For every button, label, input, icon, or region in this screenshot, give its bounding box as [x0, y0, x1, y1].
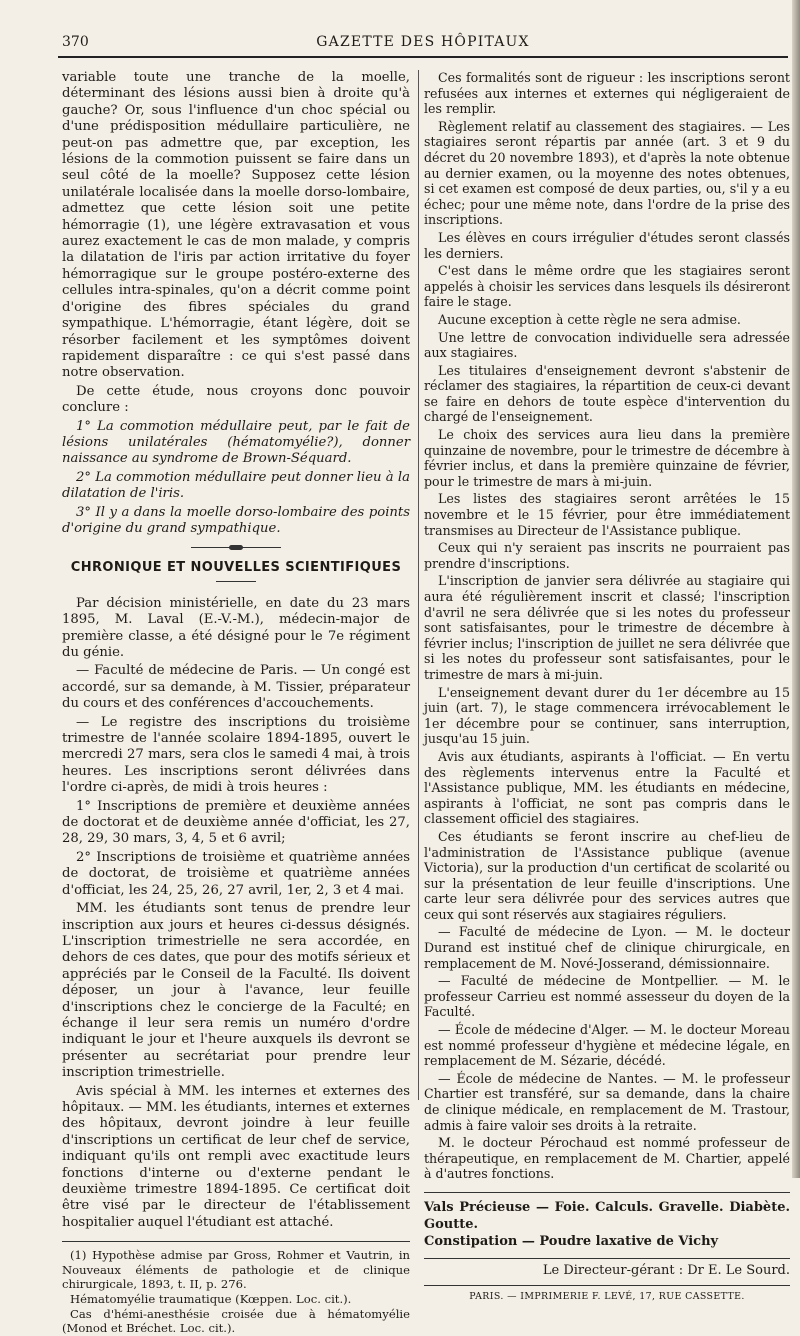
paragraph: Ces formalités sont de rigueur : les inscriptions seront refusées aux internes et externes qui négligeraient de les remplir.: [424, 70, 790, 117]
paragraph: Le choix des services aura lieu dans la première quinzaine de novembre, pour le trimestre de décembre à février inclus, et dans la première quinzaine de février, pour le trimestre de mars à mi-juin.: [424, 427, 790, 489]
paragraph: L'inscription de janvier sera délivrée au stagiaire qui aura été régulièrement inscrit et classé; l'inscription d'avril ne sera délivrée que si les notes du professeur sont satisfaisantes, pour le trimestre de décembre à février inclus; l'inscription de juillet ne sera délivrée que si les notes du professeur sont satisfaisantes, pour le trimestre de mars à mi-juin.: [424, 573, 790, 682]
paragraph: — École de médecine d'Alger. — M. le docteur Moreau est nommé professeur d'hygiène et médecine légale, en remplacement de M. Sézarie, décédé.: [424, 1022, 790, 1069]
paragraph: 2° Inscriptions de troisième et quatrième années de doctorat, de troisième et quatrième années d'officiat, les 24, 25, 26, 27 avril, 1er, 2, 3 et 4 mai.: [62, 849, 410, 898]
page-edge: [792, 0, 800, 1178]
paragraph: — Faculté de médecine de Montpellier. — M. le professeur Carrieu est nommé assesseur du doyen de la Faculté.: [424, 973, 790, 1020]
conclusion-item: 3° Il y a dans la moelle dorso-lombaire des points d'origine du grand sympathique.: [62, 504, 410, 536]
conclusion-item: 1° La commotion médullaire peut, par le fait de lésions unilatérales (hématomyélie?), donner naissance au syndrome de Brown-Séquard.: [62, 418, 410, 467]
paragraph: — École de médecine de Nantes. — M. le professeur Chartier est transféré, sur sa demande, dans la chaire de clinique médicale, en remplacement de M. Trastour, admis à faire valoir ses droits à la retraite.: [424, 1070, 790, 1133]
paragraph: 1° Inscriptions de première et deuxième années de doctorat et de deuxième année d'officiat, les 27, 28, 29, 30 mars, 3, 4, 5 et 6 avril;: [62, 798, 410, 847]
left-column: [62, 70, 410, 1336]
paragraph: Ces étudiants se feront inscrire au chef-lieu de l'administration de l'Assistance publique (avenue Victoria), sur la production d'un certificat de scolarité ou sur la présentation de leur feuille d'inscriptions. Une carte leur sera délivrée pour des services autres que ceux qui sont réservés aux stagiaires réguliers.: [424, 828, 790, 922]
paragraph: Une lettre de convocation individuelle sera adressée aux stagiaires.: [424, 329, 790, 361]
footnote: (1) Hypothèse admise par Gross, Rohmer et Vautrin, in Nouveaux éléments de pathologie et de clinique chirurgicale, 1893, t. II, p. 276.: [62, 1248, 410, 1292]
ad-line: Vals Précieuse — Foie. Calculs. Gravelle. Diabète. Goutte.: [424, 1199, 790, 1232]
paragraph: Avis aux étudiants, aspirants à l'officiat. — En vertu des règlements intervenus entre la Faculté et l'Assistance publique, MM. les étudiants en médecine, aspirants à l'officiat, ne sont pas compris dans le classement officiel des stagiaires.: [424, 748, 790, 827]
paragraph: M. le docteur Pérochaud est nommé professeur de thérapeutique, en remplacement de M. Chartier, appelé à d'autres fonctions.: [424, 1135, 790, 1182]
ad-line: Constipation — Poudre laxative de Vichy: [424, 1233, 719, 1249]
ornament-rule: [191, 547, 281, 548]
footnotes: [62, 1248, 410, 1336]
paragraph: Avis spécial à MM. les internes et externes des hôpitaux. — MM. les étudiants, internes et externes des hôpitaux, devront joindre à leur feuille d'inscriptions un certificat de leur chef de service, indiquant qu'ils ont rempli avec exactitude leurs fonctions d'interne ou d'externe pendant le deuxième trimestre 1894-1895. Ce certificat doit être visé par le directeur de l'établissement hospitalier auquel l'étudiant est attaché.: [62, 1083, 410, 1230]
advertisement: [424, 1192, 790, 1250]
column-divider: [418, 70, 419, 1100]
conclusion-item: 2° La commotion médullaire peut donner lieu à la dilatation de l'iris.: [62, 469, 410, 502]
paragraph: — Le registre des inscriptions du troisième trimestre de l'année scolaire 1894-1895, ouvert le mercredi 27 mars, sera clos le samedi 4 mai, à trois heures. Les inscriptions seront délivrées dans l'ordre ci-après, de midi à trois heures :: [62, 714, 410, 796]
page-header: [58, 20, 788, 58]
paragraph: MM. les étudiants sont tenus de prendre leur inscription aux jours et heures ci-dessus désignés. L'inscription trimestrielle ne sera accordée, en dehors de ces dates, que pour des motifs sérieux et appréciés par le Conseil de la Faculté. Ils doivent déposer, un jour à l'avance, leur feuille d'inscriptions chez le concierge de la Faculté; en échange il leur sera remis un numéro d'ordre indiquant le jour et l'heure auxquels ils devront se présenter au secrétariat pour prendre leur inscription trimestrielle.: [62, 901, 410, 1081]
paragraph: De cette étude, nous croyons donc pouvoir conclure :: [62, 383, 410, 416]
paragraph: — Faculté de médecine de Lyon. — M. le docteur Durand est institué chef de clinique chirurgicale, en remplacement de M. Nové-Josserand, démissionnaire.: [424, 924, 790, 971]
paragraph: variable toute une tranche de la moelle, déterminant des lésions aussi bien à droite qu'à gauche? Or, sous l'influence d'un choc spécial ou d'une prédisposition médullaire particulière, ne peut-on pas admettre que, par exception, les lésions de la commotion puissent se faire dans un seul côté de la moelle? Supposez cette lésion unilatérale localisée dans la moelle dorso-lombaire, admettez que cette lésion soit une petite hémorragie (1), une légère extravasation et vous aurez exactement le cas de mon malade, y compris la dilatation de l'iris par action irritative du foyer hémorragique sur le groupe postéro-externe des cellules intra-spinales, qu'on a décrit comme point d'origine des fibres spéciales du grand sympathique. L'hémorragie, étant légère, doit se résorber facilement et les symptômes doivent rapidement disparaître : ce qui s'est passé dans notre observation.: [62, 70, 410, 381]
footnote: Cas d'hémi-anesthésie croisée due à hématomyélie (Monod et Bréchet. Loc. cit.).: [62, 1306, 410, 1336]
paragraph: Ceux qui n'y seraient pas inscrits ne pourraient pas prendre d'inscriptions.: [424, 540, 790, 571]
paragraph: Règlement relatif au classement des stagiaires. — Les stagiaires seront répartis par année (art. 3 et 9 du décret du 20 novembre 1893), et d'après la note obtenue au dernier examen, ou la moyenne des notes obtenues, si cet examen est composé de deux parties, ou, s'il y a eu échec; pour une même note, dans l'ordre de la prise des inscriptions.: [424, 118, 790, 228]
paragraph: Aucune exception à cette règle ne sera admise.: [438, 311, 741, 327]
heading-rule: [216, 581, 256, 582]
paragraph: — Faculté de médecine de Paris. — Un congé est accordé, sur sa demande, à M. Tissier, préparateur du cours et des conférences d'accouchements.: [62, 663, 410, 712]
signature-line: Le Directeur-gérant : Dr E. Le Sourd.: [424, 1258, 790, 1279]
page-number: 370: [62, 34, 89, 50]
right-column: [424, 70, 790, 1304]
imprint-line: PARIS. — IMPRIMERIE F. LEVÉ, 17, RUE CASSETTE.: [424, 1285, 790, 1305]
paragraph: Les titulaires d'enseignement devront s'abstenir de réclamer des stagiaires, la répartition de ceux-ci devant se faire en dehors de toute espèce d'intervention du chargé de l'enseignement.: [424, 362, 790, 425]
running-title: GAZETTE DES HÔPITAUX: [316, 34, 530, 50]
footnote-rule: [62, 1241, 410, 1242]
paragraph: Les listes des stagiaires seront arrêtées le 15 novembre et le 15 février, pour être immédiatement transmises au Directeur de l'Assistance publique.: [424, 491, 790, 538]
footnote: Hématomyélie traumatique (Kœppen. Loc. cit.).: [70, 1292, 352, 1306]
section-heading: CHRONIQUE ET NOUVELLES SCIENTIFIQUES: [70, 560, 402, 576]
paragraph: L'enseignement devant durer du 1er décembre au 15 juin (art. 7), le stage commencera irrévocablement le 1er décembre pour se continuer, sans interruption, jusqu'au 15 juin.: [424, 684, 790, 747]
paragraph: Les élèves en cours irrégulier d'études seront classés les derniers.: [424, 229, 790, 261]
paragraph: C'est dans le même ordre que les stagiaires seront appelés à choisir les services dans lesquels ils désireront faire le stage.: [424, 263, 790, 310]
paragraph: Par décision ministérielle, en date du 23 mars 1895, M. Laval (E.-V.-M.), médecin-major de première classe, a été désigné pour le 7e régiment du génie.: [62, 595, 410, 660]
